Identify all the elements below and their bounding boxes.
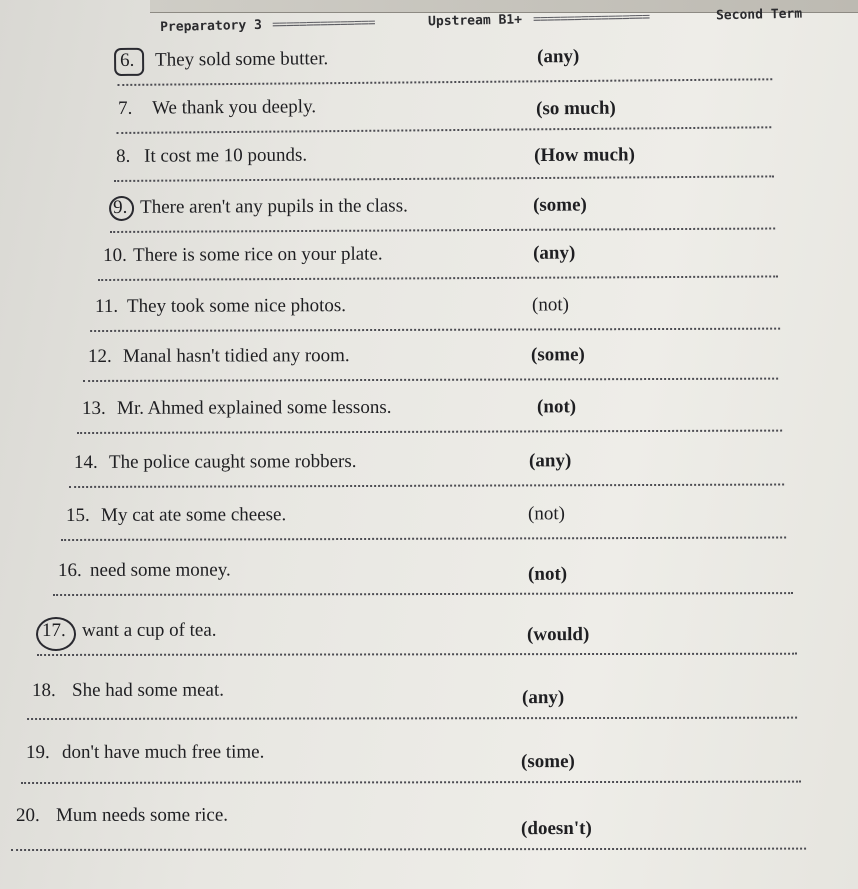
answer-line[interactable] (61, 536, 786, 541)
question-sentence: It cost me 10 pounds. (143, 144, 308, 167)
answer-line[interactable] (27, 717, 797, 720)
question-sentence: don't have much free time. (61, 741, 265, 763)
answer-line[interactable] (90, 328, 780, 332)
question-number: 18. (32, 679, 56, 701)
question-item (114, 141, 779, 190)
question-item (32, 679, 797, 724)
answer-line[interactable] (114, 175, 774, 182)
question-number: 15. (66, 504, 90, 526)
question-sentence: They sold some butter. (154, 48, 329, 71)
answer-line[interactable] (69, 484, 784, 488)
question-number: 8. (115, 145, 131, 167)
answer-line[interactable] (116, 126, 771, 134)
question-item (16, 804, 806, 849)
question-cue: (some) (532, 194, 587, 216)
question-cue: (any) (536, 45, 580, 68)
question-number: 6. (119, 49, 135, 71)
question-item (95, 294, 780, 340)
question-item (117, 44, 777, 94)
answer-line[interactable] (11, 848, 806, 851)
question-number: 9. (112, 196, 128, 218)
question-item (88, 344, 783, 390)
question-cue: (any) (528, 450, 572, 472)
answer-line[interactable] (53, 592, 793, 596)
question-cue: (not) (528, 563, 568, 585)
question-cue: (not) (536, 396, 577, 418)
question-item (103, 241, 778, 289)
question-sentence: Mum needs some rice. (55, 804, 229, 826)
question-cue: (not) (531, 294, 570, 316)
question-item (66, 502, 791, 549)
question-cue: (How much) (534, 144, 635, 167)
question-number: 13. (82, 397, 106, 419)
header-separator-right: ================= (532, 9, 650, 28)
question-sentence: want a cup of tea. (81, 619, 217, 641)
answer-line[interactable] (77, 430, 782, 434)
question-cue: (any) (522, 687, 565, 709)
answer-line[interactable] (83, 378, 778, 382)
question-number: 10. (103, 244, 127, 266)
question-cue: (not) (527, 503, 566, 525)
question-sentence: They took some nice photos. (126, 295, 347, 317)
question-item (42, 619, 797, 664)
question-item (82, 396, 787, 442)
question-number: 17. (42, 619, 66, 641)
header-term: Second Term (715, 6, 803, 24)
header-level: Preparatory 3 (160, 17, 263, 35)
question-number: 7. (117, 97, 133, 119)
answer-line[interactable] (117, 78, 772, 86)
question-number: 19. (26, 741, 50, 763)
question-cue: (so much) (536, 97, 616, 120)
question-sentence: There is some rice on your plate. (132, 243, 383, 266)
answer-line[interactable] (110, 228, 775, 233)
question-number: 12. (88, 345, 112, 367)
question-sentence: She had some meat. (71, 679, 225, 701)
question-item (110, 193, 780, 241)
question-item (58, 558, 793, 604)
question-number: 16. (58, 559, 82, 581)
question-cue: (would) (527, 624, 590, 646)
question-sentence: There aren't any pupils in the class. (139, 195, 408, 218)
question-cue: (some) (530, 344, 585, 366)
answer-line[interactable] (21, 781, 801, 784)
answer-line[interactable] (37, 653, 797, 656)
question-sentence: My cat ate some cheese. (100, 504, 287, 526)
question-number: 14. (74, 451, 98, 473)
question-item (26, 741, 801, 786)
question-number: 11. (95, 295, 119, 317)
question-number: 20. (16, 804, 40, 826)
question-item (74, 450, 789, 496)
question-item (116, 92, 776, 142)
question-sentence: need some money. (89, 559, 231, 581)
header-book: Upstream B1+ (427, 12, 523, 30)
question-sentence: Mr. Ahmed explained some lessons. (116, 396, 392, 419)
question-cue: (doesn't) (521, 817, 592, 840)
question-sentence: Manal hasn't tidied any room. (122, 345, 350, 367)
answer-line[interactable] (98, 275, 778, 281)
question-sentence: The police caught some robbers. (108, 451, 357, 473)
question-cue: (any) (532, 242, 576, 264)
question-cue: (some) (521, 751, 575, 773)
question-sentence: We thank you deeply. (151, 96, 317, 119)
header-separator-left: =============== (271, 15, 375, 33)
